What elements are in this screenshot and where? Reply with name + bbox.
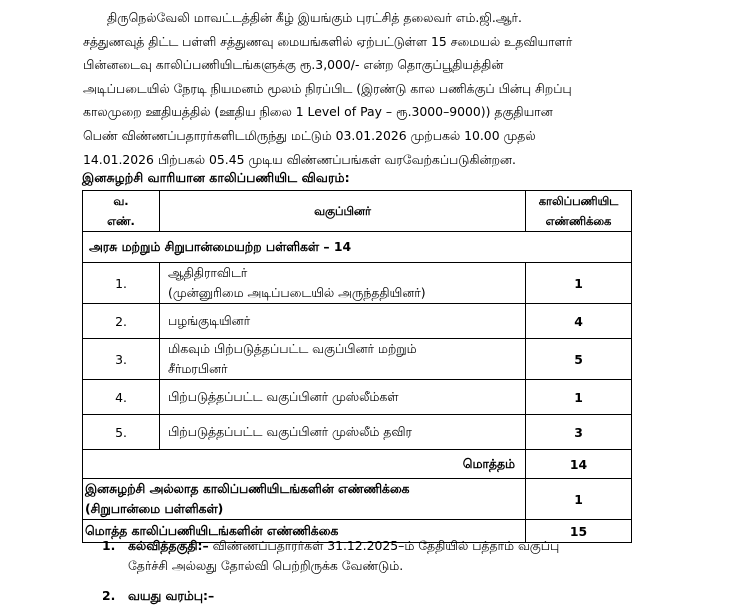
non-reservation-label <box>83 479 526 520</box>
total-label: மொத்தம் <box>83 450 526 479</box>
table-row <box>83 304 632 339</box>
list-item-number: 1. <box>102 538 116 553</box>
intro-line: காலமுறை ஊதியத்தில் (ஊதிய நிலை 1 Level of Pay – ரூ.3000–9000)) தகுதியான <box>83 104 553 120</box>
header-count <box>526 191 632 232</box>
group-row <box>83 232 632 263</box>
table-row <box>83 263 632 304</box>
header-count-line: எண்ணிக்கை <box>545 214 612 228</box>
row-category-line: சீர்மரபினர் <box>168 361 228 376</box>
header-sno-line: எண். <box>107 214 135 228</box>
row-sno: 1. <box>83 263 160 304</box>
header-count-line: காலிப்பணியிட <box>538 194 619 208</box>
row-sno: 2. <box>83 304 160 339</box>
row-count: 4 <box>526 304 632 339</box>
list-item-text: விண்ணப்பதாரர்கள் 31.12.2025–ம் தேதியில் பத்தாம் வகுப்பு <box>212 538 560 553</box>
list-item-heading: கல்வித்தகுதி:– <box>128 538 209 553</box>
numbered-list <box>92 536 672 606</box>
row-sno: 5. <box>83 415 160 450</box>
table-row <box>83 415 632 450</box>
header-sno-line: வ. <box>113 194 129 208</box>
non-reservation-line: இனசுழற்சி அல்லாத காலிப்பணியிடங்களின் எண்ணிக்கை <box>85 481 410 496</box>
row-category: பிற்படுத்தப்பட்ட வகுப்பினர் முஸ்லீம் தவிர <box>160 415 526 450</box>
intro-line: திருநெல்வேலி மாவட்டத்தின் கீழ் இயங்கும் புரட்சித் தலைவர் எம்.ஜி.ஆர். <box>107 10 522 25</box>
section-title: இனசுழற்சி வாரியான காலிப்பணியிட விவரம்: <box>82 170 350 185</box>
intro-paragraph <box>83 6 683 171</box>
intro-line: பெண் விண்ணப்பதாரர்களிடமிருந்து மட்டும் 03.01.2026 முற்பகல் 10.00 முதல் <box>83 127 536 143</box>
list-item-heading: வயது வரம்பு:– <box>128 588 215 603</box>
intro-line: அடிப்படையில் நேரடி நியமனம் மூலம் நிரப்பிட (இரண்டு கால பணிக்குப் பின்பு சிறப்பு <box>83 80 572 96</box>
row-count: 1 <box>526 380 632 415</box>
row-count: 5 <box>526 339 632 380</box>
table-header-row <box>83 191 632 232</box>
list-item <box>92 536 672 576</box>
row-category: பிற்படுத்தப்பட்ட வகுப்பினர் முஸ்லீம்கள் <box>160 380 526 415</box>
list-item-line <box>128 536 672 556</box>
non-reservation-value: 1 <box>526 479 632 520</box>
row-category-line: மிகவும் பிற்படுத்தப்பட்ட வகுப்பினர் மற்றும் <box>168 341 417 356</box>
row-category <box>160 339 526 380</box>
row-sno: 4. <box>83 380 160 415</box>
vacancy-table <box>82 190 632 543</box>
group-label: அரசு மற்றும் சிறுபான்மையற்ற பள்ளிகள் – 14 <box>83 232 632 263</box>
total-row <box>83 450 632 479</box>
header-sno <box>83 191 160 232</box>
list-item <box>92 586 672 606</box>
non-reservation-line: (சிறுபான்மை பள்ளிகள்) <box>85 501 224 516</box>
row-count: 1 <box>526 263 632 304</box>
header-category: வகுப்பினர் <box>160 191 526 232</box>
table-row <box>83 339 632 380</box>
intro-line: பின்னடைவு காலிப்பணியிடங்களுக்கு ரூ.3,000/- என்ற தொகுப்பூதியத்தின் <box>83 57 504 73</box>
list-item-number: 2. <box>102 588 116 603</box>
intro-line: சத்துணவுத் திட்ட பள்ளி சத்துணவு மையங்களில் ஏற்பட்டுள்ள 15 சமையல் உதவியாளர் <box>83 33 573 49</box>
row-sno: 3. <box>83 339 160 380</box>
grand-total-value: 15 <box>526 520 632 543</box>
row-category-line: (முன்னுரிமை அடிப்படையில் அருந்ததியினர்) <box>168 285 426 300</box>
row-count: 3 <box>526 415 632 450</box>
total-value: 14 <box>526 450 632 479</box>
row-category: பழங்குடியினர் <box>160 304 526 339</box>
table-row <box>83 380 632 415</box>
row-category-line: ஆதிதிராவிடர் <box>168 265 248 280</box>
intro-line: 14.01.2026 பிற்பகல் 05.45 முடிய விண்ணப்பங்கள் வரவேற்கப்படுகின்றன. <box>83 151 516 167</box>
row-category <box>160 263 526 304</box>
non-reservation-row <box>83 479 632 520</box>
list-item-text: தேர்ச்சி அல்லது தோல்வி பெற்றிருக்க வேண்டும். <box>128 558 404 573</box>
grand-total-label: மொத்த காலிப்பணியிடங்களின் எண்ணிக்கை <box>83 520 526 543</box>
